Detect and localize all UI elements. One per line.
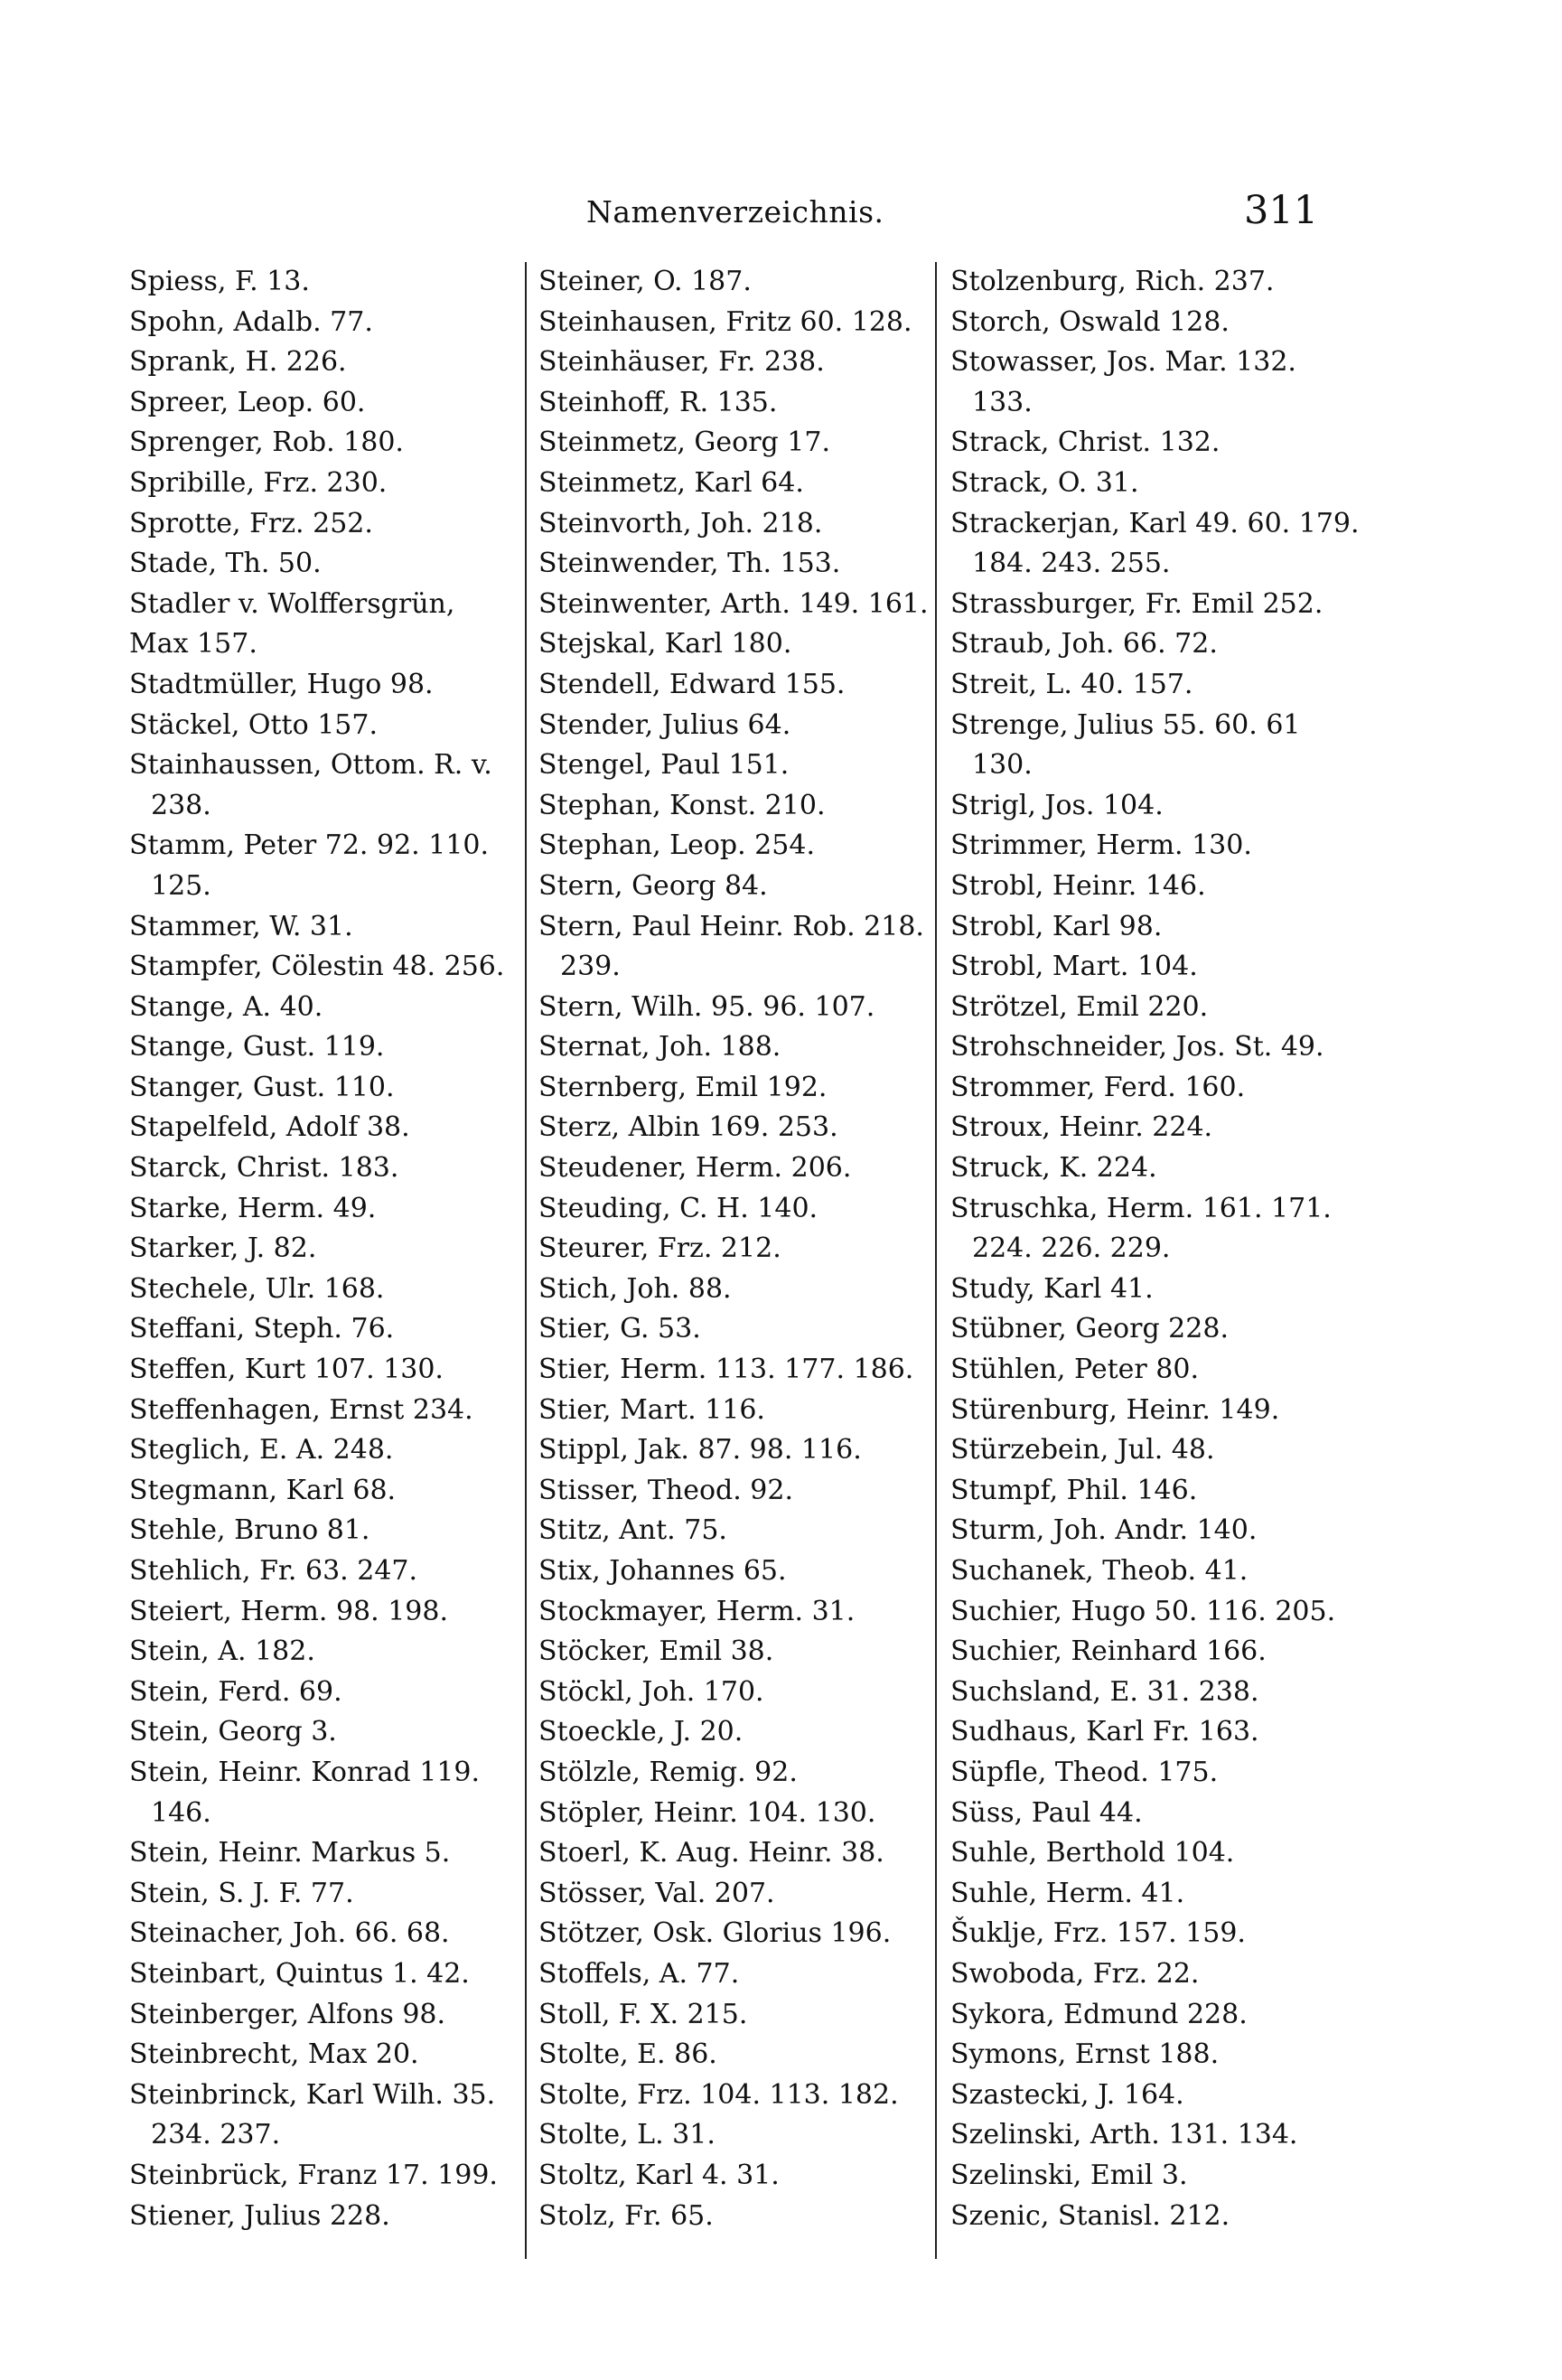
index-entry: Sternberg, Emil 192. (538, 1071, 828, 1103)
index-entry: Stein, Heinr. Markus 5. (129, 1837, 451, 1869)
index-entry: Strobl, Mart. 104. (950, 951, 1198, 983)
index-entry: Steinvorth, Joh. 218. (538, 507, 823, 539)
index-entry: 234. 237. (151, 2119, 281, 2151)
index-entry: Stolte, Frz. 104. 113. 182. (538, 2078, 899, 2111)
index-entry: Suchier, Reinhard 166. (950, 1635, 1267, 1668)
index-entry: Stisser, Theod. 92. (538, 1474, 793, 1506)
index-entry: Steffani, Steph. 76. (129, 1313, 395, 1345)
index-entry: Stippl, Jak. 87. 98. 116. (538, 1434, 862, 1466)
index-entry: Stein, Georg 3. (129, 1716, 337, 1748)
index-entry: 238. (151, 789, 211, 821)
index-entry: Strack, O. 31. (950, 466, 1139, 499)
index-entry: Study, Karl 41. (950, 1272, 1154, 1305)
index-entry: Symons, Ernst 188. (950, 2038, 1220, 2071)
index-entry: Suchsland, E. 31. 238. (950, 1675, 1259, 1708)
index-entry: Stitz, Ant. 75. (538, 1514, 727, 1547)
index-entry: Stejskal, Karl 180. (538, 628, 792, 661)
index-entry: Suchier, Hugo 50. 116. 205. (950, 1595, 1336, 1627)
index-entry: Steinbrinck, Karl Wilh. 35. (129, 2078, 496, 2111)
index-entry: Stöckl, Joh. 170. (538, 1675, 764, 1708)
index-entry: Stendell, Edward 155. (538, 668, 846, 700)
index-entry: Stehlich, Fr. 63. 247. (129, 1555, 418, 1587)
index-entry: Steinwender, Th. 153. (538, 548, 841, 580)
index-entry: Max 157. (129, 628, 257, 661)
index-entry: Stern, Georg 84. (538, 869, 768, 902)
index-entry: Strobl, Heinr. 146. (950, 869, 1206, 902)
index-entry: Steinmetz, Georg 17. (538, 426, 830, 459)
index-entry: Sykora, Edmund 228. (950, 1998, 1248, 2030)
index-entry: 130. (972, 749, 1033, 782)
index-entry: Stein, Heinr. Konrad 119. (129, 1756, 481, 1788)
column-divider (935, 262, 937, 2259)
index-entry: Stechele, Ulr. 168. (129, 1272, 385, 1305)
index-entry: Strimmer, Herm. 130. (950, 829, 1252, 862)
index-entry: Strommer, Ferd. 160. (950, 1071, 1246, 1103)
index-entry: Strenge, Julius 55. 60. 61 (950, 708, 1301, 741)
index-entry: Stier, G. 53. (538, 1313, 701, 1345)
index-entry: Stephan, Konst. 210. (538, 789, 826, 821)
index-entry: Steinberger, Alfons 98. (129, 1998, 446, 2030)
index-entry: Stolte, E. 86. (538, 2038, 717, 2071)
index-entry: Stadler v. Wolffersgrün, (129, 587, 455, 620)
index-entry: Storch, Oswald 128. (950, 305, 1230, 338)
index-entry: Starker, J. 82. (129, 1232, 317, 1265)
index-entry: Stephan, Leop. 254. (538, 829, 815, 862)
index-entry: Steinmetz, Karl 64. (538, 466, 804, 499)
index-entry: Stötzer, Osk. Glorius 196. (538, 1917, 892, 1950)
index-entry: Steinbrück, Franz 17. 199. (129, 2159, 498, 2191)
index-entry: Stadtmüller, Hugo 98. (129, 668, 434, 700)
index-entry: Steiner, O. 187. (538, 266, 752, 297)
index-entry: Strötzel, Emil 220. (950, 990, 1209, 1023)
index-entry: Stamm, Peter 72. 92. 110. (129, 829, 490, 862)
index-entry: Strigl, Jos. 104. (950, 789, 1164, 821)
index-entry: Sprenger, Rob. 180. (129, 426, 404, 459)
index-entry: Spreer, Leop. 60. (129, 386, 366, 418)
index-entry: Stoltz, Karl 4. 31. (538, 2159, 780, 2191)
index-entry: Stammer, W. 31. (129, 910, 353, 942)
index-entry: Streit, L. 40. 157. (950, 668, 1193, 700)
index-entry: Stern, Wilh. 95. 96. 107. (538, 990, 875, 1023)
index-entry: Szelinski, Arth. 131. 134. (950, 2119, 1298, 2151)
index-entry: Stegmann, Karl 68. (129, 1474, 397, 1506)
index-entry: Stoffels, A. 77. (538, 1957, 740, 1990)
index-entry: Szelinski, Emil 3. (950, 2159, 1188, 2191)
index-entry: Stolz, Fr. 65. (538, 2199, 714, 2232)
index-entry: Strobl, Karl 98. (950, 910, 1163, 942)
index-entry: Strassburger, Fr. Emil 252. (950, 587, 1323, 620)
index-entry: 125. (151, 869, 211, 902)
running-head: Namenverzeichnis. (586, 194, 884, 230)
index-entry: Stern, Paul Heinr. Rob. 218. (538, 910, 924, 942)
index-entry: Stösser, Val. 207. (538, 1877, 775, 1909)
index-entry: Struck, K. 224. (950, 1152, 1157, 1185)
index-entry: Strohschneider, Jos. St. 49. (950, 1031, 1324, 1064)
index-entry: Suhle, Berthold 104. (950, 1837, 1235, 1869)
index-entry: Stein, A. 182. (129, 1635, 315, 1668)
index-entry: Suhle, Herm. 41. (950, 1877, 1185, 1909)
index-entry: Sprotte, Frz. 252. (129, 507, 373, 539)
index-entry: Stampfer, Cölestin 48. 256. (129, 951, 505, 983)
index-column-2 (538, 262, 929, 2236)
index-entry: Stockmayer, Herm. 31. (538, 1595, 856, 1627)
index-entry: Steudener, Herm. 206. (538, 1152, 852, 1185)
index-entry: Sternat, Joh. 188. (538, 1031, 781, 1064)
index-entry: Sudhaus, Karl Fr. 163. (950, 1716, 1259, 1748)
index-entry: Spribille, Frz. 230. (129, 466, 388, 499)
index-entry: Steuding, C. H. 140. (538, 1192, 818, 1224)
index-entry: Sprank, H. 226. (129, 346, 347, 379)
index-entry: Szenic, Stanisl. 212. (950, 2199, 1230, 2232)
index-entry: Starck, Christ. 183. (129, 1152, 399, 1185)
index-entry: 239. (560, 951, 621, 983)
index-entry: Stowasser, Jos. Mar. 132. (950, 346, 1296, 379)
index-entry: Steinacher, Joh. 66. 68. (129, 1917, 450, 1950)
index-entry: Stange, A. 40. (129, 990, 323, 1023)
index-entry: Stürzebein, Jul. 48. (950, 1434, 1215, 1466)
index-entry: Stühlen, Peter 80. (950, 1354, 1199, 1386)
index-entry: Stölzle, Remig. 92. (538, 1756, 798, 1788)
index-entry: Süss, Paul 44. (950, 1796, 1143, 1829)
index-entry: Steinwenter, Arth. 149. 161. (538, 587, 929, 620)
index-entry: Steiert, Herm. 98. 198. (129, 1595, 448, 1627)
index-column-1 (129, 262, 504, 2236)
index-entry: Stein, S. J. F. 77. (129, 1877, 354, 1909)
index-entry: Stier, Mart. 116. (538, 1393, 765, 1426)
index-entry: Stich, Joh. 88. (538, 1272, 732, 1305)
index-entry: Stainhaussen, Ottom. R. v. (129, 749, 492, 782)
index-entry: Stoll, F. X. 215. (538, 1998, 748, 2030)
index-entry: Straub, Joh. 66. 72. (950, 628, 1218, 661)
index-entry: 146. (151, 1796, 211, 1829)
index-entry: Strack, Christ. 132. (950, 426, 1221, 459)
index-entry: Sterz, Albin 169. 253. (538, 1111, 838, 1144)
index-entry: Stehle, Bruno 81. (129, 1514, 370, 1547)
index-entry: Stange, Gust. 119. (129, 1031, 385, 1064)
index-entry: Stade, Th. 50. (129, 548, 322, 580)
index-entry: Szastecki, J. 164. (950, 2078, 1184, 2111)
index-entry: Stöcker, Emil 38. (538, 1635, 774, 1668)
index-entry: Stumpf, Phil. 146. (950, 1474, 1198, 1506)
index-entry: Spohn, Adalb. 77. (129, 305, 373, 338)
index-entry: Šuklje, Frz. 157. 159. (950, 1917, 1246, 1950)
index-entry: Steglich, E. A. 248. (129, 1434, 394, 1466)
index-entry: Stengel, Paul 151. (538, 749, 790, 782)
index-entry: Stäckel, Otto 157. (129, 708, 378, 741)
index-entry: Starke, Herm. 49. (129, 1192, 377, 1224)
index-entry: 133. (972, 386, 1033, 418)
index-entry: Suchanek, Theob. 41. (950, 1555, 1249, 1587)
index-entry: Stübner, Georg 228. (950, 1313, 1229, 1345)
index-entry: Steinhäuser, Fr. 238. (538, 346, 825, 379)
index-entry: Stier, Herm. 113. 177. 186. (538, 1354, 914, 1386)
index-entry: Stender, Julius 64. (538, 708, 791, 741)
index-entry: Stoeckle, J. 20. (538, 1716, 744, 1748)
column-divider (525, 262, 527, 2259)
index-entry: Stoerl, K. Aug. Heinr. 38. (538, 1837, 884, 1869)
index-entry: Stolzenburg, Rich. 237. (950, 266, 1275, 297)
index-entry: 224. 226. 229. (972, 1232, 1171, 1265)
index-entry: 184. 243. 255. (972, 548, 1171, 580)
index-entry: Stroux, Heinr. 224. (950, 1111, 1213, 1144)
index-entry: Stolte, L. 31. (538, 2119, 716, 2151)
index-entry: Stanger, Gust. 110. (129, 1071, 395, 1103)
index-entry: Steinhoff, R. 135. (538, 386, 778, 418)
index-entry: Stix, Johannes 65. (538, 1555, 787, 1587)
index-entry: Stöpler, Heinr. 104. 130. (538, 1796, 876, 1829)
index-entry: Stein, Ferd. 69. (129, 1675, 342, 1708)
index-entry: Stürenburg, Heinr. 149. (950, 1393, 1280, 1426)
index-entry: Struschka, Herm. 161. 171. (950, 1192, 1332, 1224)
index-entry: Steinhausen, Fritz 60. 128. (538, 305, 912, 338)
index-entry: Spiess, F. 13. (129, 266, 310, 297)
index-entry: Stiener, Julius 228. (129, 2199, 390, 2232)
index-entry: Süpfle, Theod. 175. (950, 1756, 1219, 1788)
index-entry: Sturm, Joh. Andr. 140. (950, 1514, 1258, 1547)
index-entry: Steffenhagen, Ernst 234. (129, 1393, 473, 1426)
index-entry: Steffen, Kurt 107. 130. (129, 1354, 444, 1386)
index-entry: Steurer, Frz. 212. (538, 1232, 781, 1265)
index-entry: Swoboda, Frz. 22. (950, 1957, 1200, 1990)
page-number: 311 (1244, 188, 1319, 233)
index-entry: Steinbart, Quintus 1. 42. (129, 1957, 470, 1990)
index-column-3 (950, 262, 1360, 2236)
index-entry: Steinbrecht, Max 20. (129, 2038, 419, 2071)
index-entry: Strackerjan, Karl 49. 60. 179. (950, 507, 1360, 539)
index-entry: Stapelfeld, Adolf 38. (129, 1111, 410, 1144)
